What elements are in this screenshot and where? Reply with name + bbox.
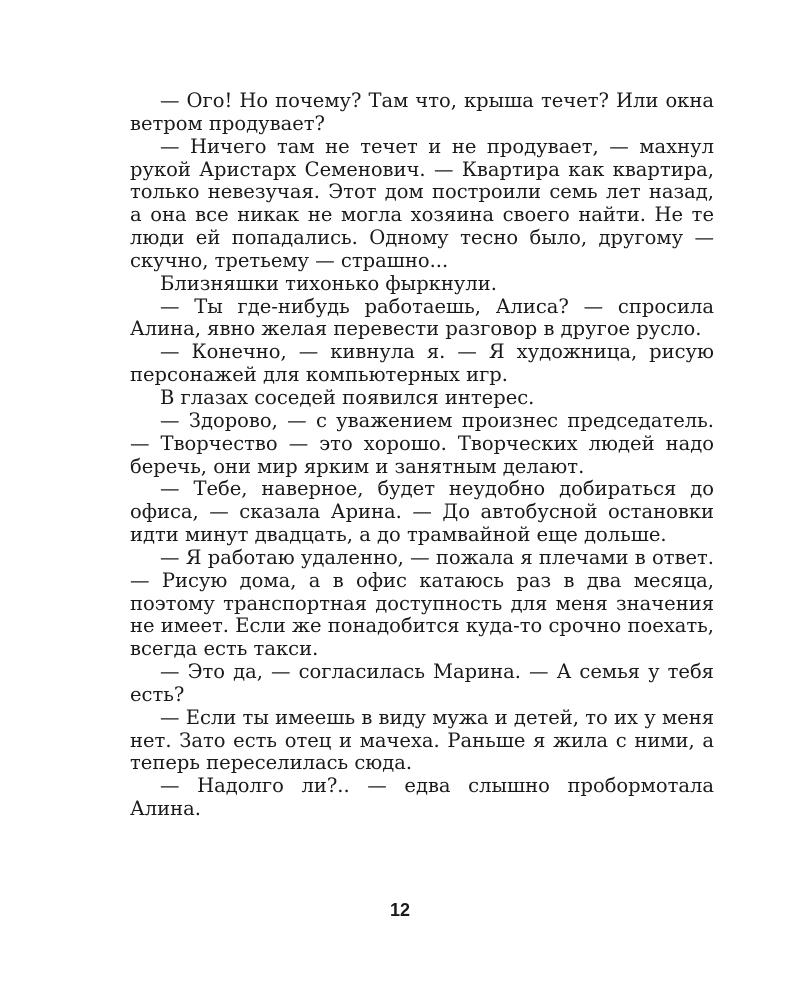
paragraph: — Надолго ли?.. — едва слышно пробормотала Алина.: [130, 774, 714, 821]
paragraph: — Я работаю удаленно, — пожала я плечами в ответ. — Рисую дома, а в офис катаюсь раз в два месяца, поэтому транспортная доступность для меня значения не имеет. Если же понадобится куда-то срочно поехать, всегда есть такси.: [130, 545, 714, 661]
text-block: [130, 90, 714, 821]
book-page-body: [130, 90, 714, 821]
paragraph: В глазах соседей появился интерес.: [160, 385, 535, 409]
paragraph: — Ничего там не течет и не продувает, — махнул рукой Аристарх Семенович. — Квартира как квартира, только невезучая. Этот дом построили семь лет назад, а она все никак не могла хозяина своего найти. Не те люди ей попадались. Одному тесно было, другому — скучно, третьему — страшно...: [130, 134, 714, 272]
paragraph: Близняшки тихонько фыркнули.: [160, 271, 497, 295]
page-number: 12: [389, 900, 411, 920]
paragraph: — Это да, — согласилась Марина. — А семья у тебя есть?: [130, 660, 714, 706]
paragraph: — Конечно, — кивнула я. — Я художница, рисую персонажей для компьютерных игр.: [130, 340, 714, 387]
paragraph: — Если ты имеешь в виду мужа и детей, то их у меня нет. Зато есть отец и мачеха. Раньше я жила с ними, а теперь переселилась сюда.: [130, 705, 714, 775]
paragraph: — Ого! Но почему? Там что, крыша течет? Или окна ветром продувает?: [130, 89, 714, 135]
paragraph: — Здорово, — с уважением произнес председатель. — Творчество — это хорошо. Творческих людей надо беречь, они мир ярким и занятным делают.: [130, 408, 714, 478]
paragraph: — Ты где-нибудь работаешь, Алиса? — спросила Алина, явно желая перевести разговор в другое русло.: [130, 294, 714, 341]
paragraph: — Тебе, наверное, будет неудобно добираться до офиса, — сказала Арина. — До автобусной остановки идти минут двадцать, а до трамвайной еще дольше.: [130, 477, 714, 547]
